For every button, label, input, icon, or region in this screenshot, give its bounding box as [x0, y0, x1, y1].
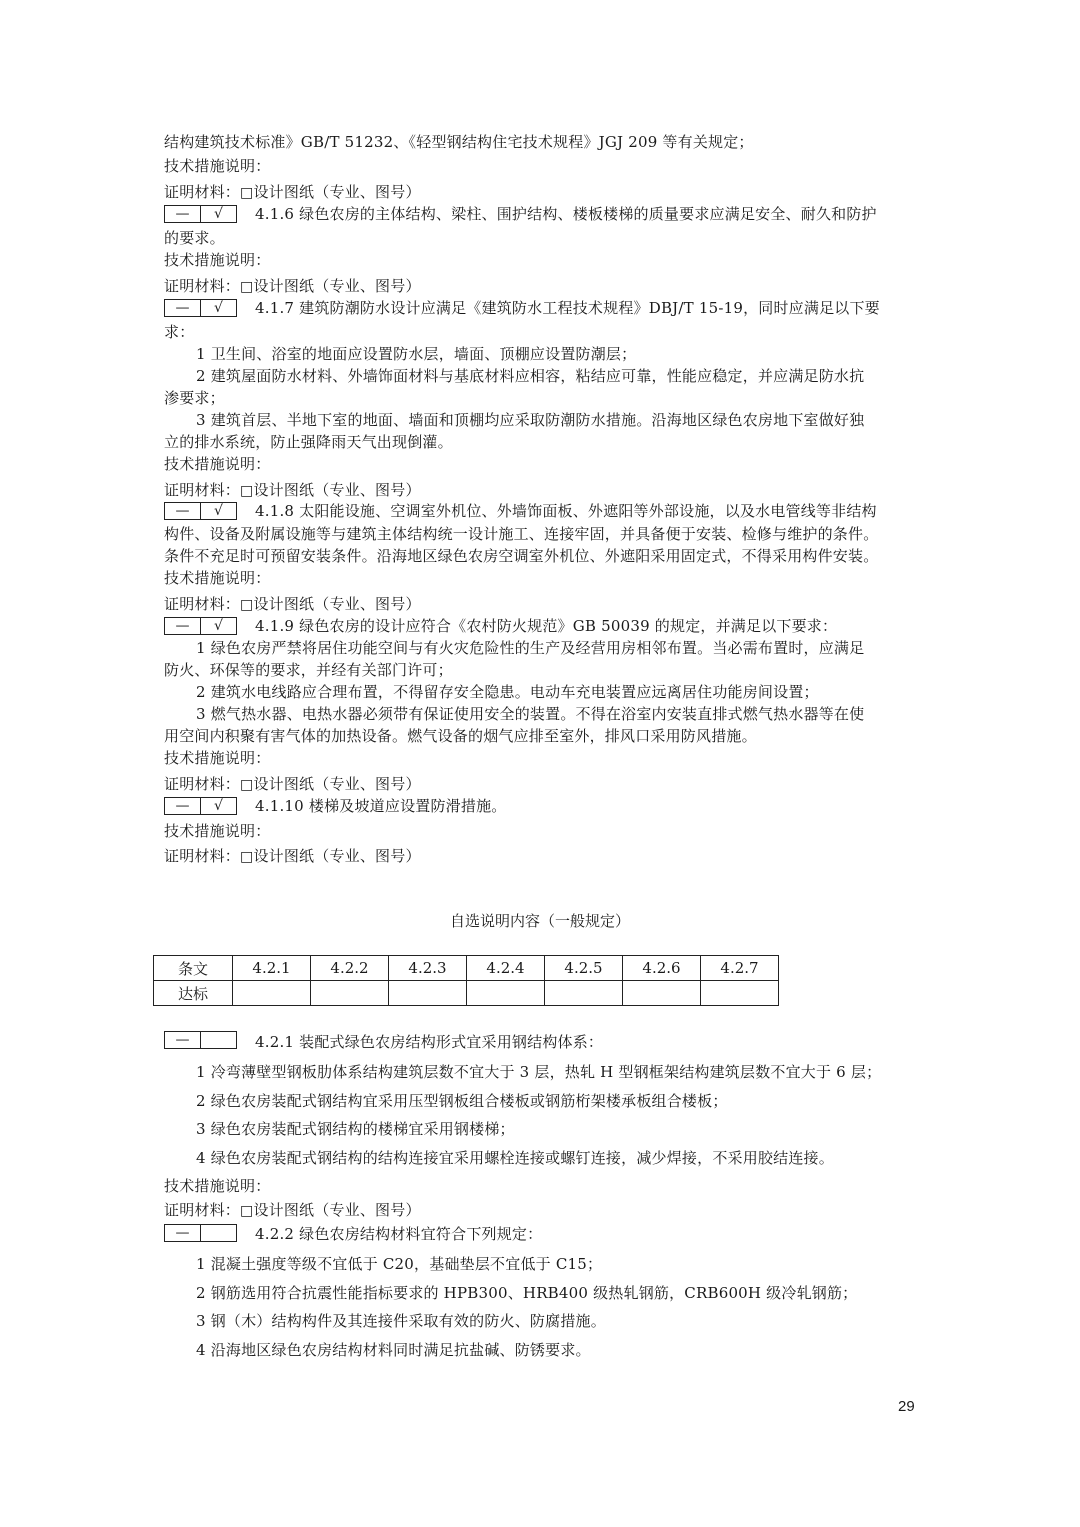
- table-input-cell[interactable]: [311, 981, 389, 1006]
- table-cell: 4.2.5: [545, 956, 623, 981]
- text-line: 1 冷弯薄壁型钢板肋体系结构建筑层数不宜大于 3 层，热轧 H 型钢框架结构建筑层数不宜大于 6 层；: [196, 1063, 882, 1081]
- text-line: 求：: [164, 323, 195, 341]
- text-line: 条件不充足时可预留安装条件。沿海地区绿色农房空调室外机位、外遮阳采用固定式，不得采用构件安装。: [164, 547, 879, 565]
- text-line: 1 绿色农房严禁将居住功能空间与有火灾危险性的生产及经营用房相邻布置。当必需布置时，应满足: [196, 639, 865, 657]
- text-line: 构件、设备及附属设施等与建筑主体结构统一设计施工、连接牢固，并具备便于安装、检修与维护的条件。: [164, 525, 879, 543]
- text-line: 2 钢筋选用符合抗震性能指标要求的 HPB300、HRB400 级热轧钢筋，CRB600H 级冷轧钢筋；: [196, 1284, 858, 1302]
- text-line: 1 卫生间、浴室的地面应设置防水层，墙面、顶棚应设置防潮层；: [196, 345, 637, 363]
- tech-measures-label: 技术措施说明：: [164, 251, 271, 269]
- checkbox-icon[interactable]: □: [240, 849, 254, 865]
- table-header-compliance: 达标: [154, 981, 233, 1006]
- checkbox-icon[interactable]: □: [240, 1203, 254, 1219]
- evidence-line: 证明材料：□设计图纸（专业、图号）: [164, 775, 421, 793]
- page-number: 29: [898, 1398, 915, 1415]
- text-line: 3 燃气热水器、电热水器必须带有保证使用安全的装置。不得在浴室内安装直排式燃气热水器等在使: [196, 705, 865, 723]
- checkbox-icon[interactable]: □: [240, 483, 254, 499]
- table-input-cell[interactable]: [233, 981, 311, 1006]
- clause-4-1-10: 4.1.10 楼梯及坡道应设置防滑措施。: [255, 797, 507, 815]
- checkbox-icon[interactable]: □: [240, 597, 254, 613]
- compliance-box-4-1-10[interactable]: — √: [164, 797, 237, 815]
- section-title: 自选说明内容（一般规定）: [449, 912, 630, 930]
- evidence-line: 证明材料：□设计图纸（专业、图号）: [164, 277, 421, 295]
- clause-4-2-1: 4.2.1 装配式绿色农房结构形式宜采用钢结构体系：: [255, 1033, 604, 1051]
- text-line: 3 钢（木）结构构件及其连接件采取有效的防火、防腐措施。: [196, 1312, 606, 1330]
- table-row: [154, 981, 779, 1006]
- text-line: 3 建筑首层、半地下室的地面、墙面和顶棚均应采取防潮防水措施。沿海地区绿色农房地下室做好独: [196, 411, 865, 429]
- text-line: 4 沿海地区绿色农房结构材料同时满足抗盐碱、防锈要求。: [196, 1341, 591, 1359]
- checkbox-icon[interactable]: □: [240, 279, 254, 295]
- text-line: 的要求。: [164, 229, 225, 247]
- evidence-line: 证明材料：□设计图纸（专业、图号）: [164, 183, 421, 201]
- table-cell: 4.2.2: [311, 956, 389, 981]
- table-cell: 4.2.7: [701, 956, 779, 981]
- clause-4-2-2: 4.2.2 绿色农房结构材料宜符合下列规定：: [255, 1225, 543, 1243]
- compliance-box-4-1-8[interactable]: — √: [164, 502, 237, 520]
- evidence-line: 证明材料：□设计图纸（专业、图号）: [164, 847, 421, 865]
- table-input-cell[interactable]: [467, 981, 545, 1006]
- tech-measures-label: 技术措施说明：: [164, 157, 271, 175]
- text-line: 2 绿色农房装配式钢结构宜采用压型钢板组合楼板或钢筋桁架楼承板组合楼板；: [196, 1092, 728, 1110]
- table-header-clause: 条文: [154, 956, 233, 981]
- text-line: 用空间内积聚有害气体的加热设备。燃气设备的烟气应排至室外，排风口采用防风措施。: [164, 727, 757, 745]
- table-cell: 4.2.4: [467, 956, 545, 981]
- tech-measures-label: 技术措施说明：: [164, 455, 271, 473]
- tech-measures-label: 技术措施说明：: [164, 822, 271, 840]
- tech-measures-label: 技术措施说明：: [164, 749, 271, 767]
- tech-measures-label: 技术措施说明：: [164, 569, 271, 587]
- evidence-line: 证明材料：□设计图纸（专业、图号）: [164, 481, 421, 499]
- clause-4-1-7: 4.1.7 建筑防潮防水设计应满足《建筑防水工程技术规程》DBJ/T 15-19，同时应满足以下要: [255, 299, 880, 317]
- table-input-cell[interactable]: [389, 981, 467, 1006]
- clause-4-1-6: 4.1.6 绿色农房的主体结构、梁柱、围护结构、楼板楼梯的质量要求应满足安全、耐久和防护: [255, 205, 877, 223]
- checkbox-icon[interactable]: □: [240, 777, 254, 793]
- text-line: 防火、环保等的要求，并经有关部门许可；: [164, 661, 453, 679]
- compliance-box-4-1-9[interactable]: — √: [164, 617, 237, 635]
- table-input-cell[interactable]: [701, 981, 779, 1006]
- table-input-cell[interactable]: [623, 981, 701, 1006]
- text-line: 4 绿色农房装配式钢结构的结构连接宜采用螺栓连接或螺钉连接，减少焊接，不采用胶结连接。: [196, 1149, 834, 1167]
- table-row: [154, 956, 779, 981]
- compliance-box-4-2-2[interactable]: —: [164, 1224, 237, 1242]
- text-line: 1 混凝土强度等级不宜低于 C20，基础垫层不宜低于 C15；: [196, 1255, 603, 1273]
- text-line: 结构建筑技术标准》GB/T 51232、《轻型钢结构住宅技术规程》JGJ 209 等有关规定；: [164, 133, 754, 151]
- clause-4-1-8: 4.1.8 太阳能设施、空调室外机位、外墙饰面板、外遮阳等外部设施，以及水电管线等非结构: [255, 502, 877, 520]
- text-line: 2 建筑屋面防水材料、外墙饰面材料与基底材料应相容，粘结应可靠，性能应稳定，并应满足防水抗: [196, 367, 865, 385]
- text-line: 2 建筑水电线路应合理布置，不得留存安全隐患。电动车充电装置应远离居住功能房间设置；: [196, 683, 819, 701]
- compliance-box-4-2-1[interactable]: —: [164, 1031, 237, 1049]
- compliance-box-4-1-6[interactable]: — √: [164, 205, 237, 223]
- text-line: 立的排水系统，防止强降雨天气出现倒灌。: [164, 433, 453, 451]
- table-cell: 4.2.6: [623, 956, 701, 981]
- table-cell: 4.2.3: [389, 956, 467, 981]
- evidence-line: 证明材料：□设计图纸（专业、图号）: [164, 1201, 421, 1219]
- checkbox-icon[interactable]: □: [240, 185, 254, 201]
- table-input-cell[interactable]: [545, 981, 623, 1006]
- evidence-line: 证明材料：□设计图纸（专业、图号）: [164, 595, 421, 613]
- table-cell: 4.2.1: [233, 956, 311, 981]
- clause-4-1-9: 4.1.9 绿色农房的设计应符合《农村防火规范》GB 50039 的规定，并满足以下要求：: [255, 617, 838, 635]
- text-line: 渗要求；: [164, 389, 225, 407]
- tech-measures-label: 技术措施说明：: [164, 1177, 271, 1195]
- clause-table: [153, 955, 779, 1006]
- compliance-box-4-1-7[interactable]: — √: [164, 299, 237, 317]
- text-line: 3 绿色农房装配式钢结构的楼梯宜采用钢楼梯；: [196, 1120, 515, 1138]
